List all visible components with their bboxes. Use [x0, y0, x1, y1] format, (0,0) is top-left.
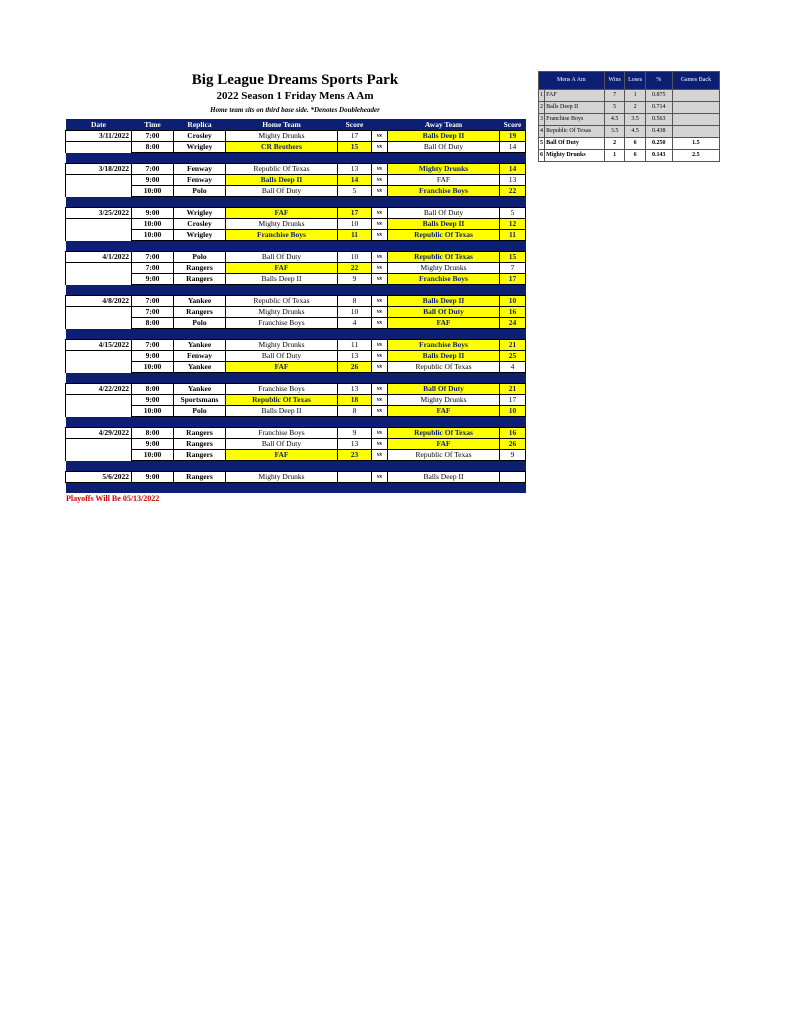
standings-wins: 1	[604, 150, 625, 162]
away-team: Balls Deep II	[388, 296, 500, 307]
home-score: 4	[338, 318, 372, 329]
away-score: 14	[500, 142, 526, 153]
col-replica-header: Replica	[174, 119, 226, 131]
game-replica-field: Rangers	[174, 450, 226, 461]
standings-games-back	[672, 114, 719, 126]
standings-wins: 7	[604, 90, 625, 102]
away-score: 17	[500, 395, 526, 406]
vs-label: vs	[372, 362, 388, 373]
standings-row	[539, 126, 720, 138]
home-score: 22	[338, 263, 372, 274]
week-separator-bar	[66, 373, 526, 384]
vs-label: vs	[372, 142, 388, 153]
away-score: 12	[500, 219, 526, 230]
home-team: FAF	[226, 263, 338, 274]
game-date	[66, 351, 132, 362]
home-team: Mighty Drunks	[226, 307, 338, 318]
away-team: Balls Deep II	[388, 472, 500, 483]
away-team: Republic Of Texas	[388, 428, 500, 439]
standings-row	[539, 102, 720, 114]
vs-label: vs	[372, 230, 388, 241]
week-separator	[66, 329, 526, 340]
game-time: 8:00	[132, 142, 174, 153]
game-date	[66, 175, 132, 186]
game-time: 7:00	[132, 164, 174, 175]
standings-pct: 0.438	[645, 126, 672, 138]
home-score: 14	[338, 175, 372, 186]
away-team: Balls Deep II	[388, 219, 500, 230]
week-separator	[66, 373, 526, 384]
standings-rank: 3	[539, 114, 545, 126]
vs-label: vs	[372, 395, 388, 406]
game-time: 8:00	[132, 384, 174, 395]
standings-wins-header: Wins	[604, 72, 625, 90]
home-team: Ball Of Duty	[226, 351, 338, 362]
game-date	[66, 230, 132, 241]
away-score: 26	[500, 439, 526, 450]
standings-team: FAF	[545, 90, 605, 102]
game-time: 9:00	[132, 274, 174, 285]
home-team: Ball Of Duty	[226, 439, 338, 450]
home-score: 10	[338, 252, 372, 263]
standings-pct: 0.714	[645, 102, 672, 114]
away-score: 13	[500, 175, 526, 186]
home-score: 13	[338, 439, 372, 450]
away-team: Balls Deep II	[388, 131, 500, 142]
away-score: 16	[500, 428, 526, 439]
game-row	[66, 395, 526, 406]
away-team: Ball Of Duty	[388, 208, 500, 219]
away-score: 5	[500, 208, 526, 219]
col-home-team-header: Home Team	[226, 119, 338, 131]
away-score: 15	[500, 252, 526, 263]
away-team: FAF	[388, 439, 500, 450]
away-score: 17	[500, 274, 526, 285]
game-time: 8:00	[132, 428, 174, 439]
game-time: 7:00	[132, 296, 174, 307]
game-replica-field: Rangers	[174, 472, 226, 483]
game-date	[66, 219, 132, 230]
vs-label: vs	[372, 164, 388, 175]
standings-team: Mighty Drunks	[545, 150, 605, 162]
game-replica-field: Yankee	[174, 362, 226, 373]
standings-division-header: Mens A Am	[539, 72, 605, 90]
game-time: 9:00	[132, 351, 174, 362]
game-date	[66, 439, 132, 450]
game-time: 9:00	[132, 395, 174, 406]
standings-pct: 0.143	[645, 150, 672, 162]
home-team: Republic Of Texas	[226, 164, 338, 175]
game-date	[66, 450, 132, 461]
game-time: 10:00	[132, 406, 174, 417]
home-team: Mighty Drunks	[226, 472, 338, 483]
game-time: 9:00	[132, 208, 174, 219]
home-score: 18	[338, 395, 372, 406]
home-team: CR Brothers	[226, 142, 338, 153]
game-replica-field: Rangers	[174, 263, 226, 274]
game-replica-field: Crosley	[174, 219, 226, 230]
home-score	[338, 472, 372, 483]
standings-games-back	[672, 126, 719, 138]
col-away-team-header: Away Team	[388, 119, 500, 131]
standings-team: Ball Of Duty	[545, 138, 605, 150]
game-date	[66, 186, 132, 197]
away-team: FAF	[388, 318, 500, 329]
game-replica-field: Crosley	[174, 131, 226, 142]
vs-label: vs	[372, 351, 388, 362]
game-replica-field: Rangers	[174, 274, 226, 285]
vs-label: vs	[372, 252, 388, 263]
game-date: 3/11/2022	[66, 131, 132, 142]
standings-pct: 0.875	[645, 90, 672, 102]
game-date: 4/8/2022	[66, 296, 132, 307]
vs-label: vs	[372, 175, 388, 186]
away-score	[500, 472, 526, 483]
away-score: 7	[500, 263, 526, 274]
home-score: 13	[338, 164, 372, 175]
standings-games-back: 2.5	[672, 150, 719, 162]
standings-pct: 0.563	[645, 114, 672, 126]
vs-label: vs	[372, 296, 388, 307]
game-date: 4/22/2022	[66, 384, 132, 395]
away-team: Republic Of Texas	[388, 450, 500, 461]
game-time: 9:00	[132, 472, 174, 483]
home-score: 13	[338, 384, 372, 395]
game-time: 7:00	[132, 340, 174, 351]
col-home-score-header: Score	[338, 119, 372, 131]
col-time-header: Time	[132, 119, 174, 131]
game-date	[66, 307, 132, 318]
game-replica-field: Polo	[174, 406, 226, 417]
game-date	[66, 318, 132, 329]
away-score: 21	[500, 384, 526, 395]
away-team: Franchise Boys	[388, 186, 500, 197]
game-replica-field: Wrigley	[174, 142, 226, 153]
home-team: Franchise Boys	[226, 318, 338, 329]
game-time: 9:00	[132, 175, 174, 186]
game-date: 3/18/2022	[66, 164, 132, 175]
home-score: 10	[338, 219, 372, 230]
game-row	[66, 219, 526, 230]
home-team: FAF	[226, 450, 338, 461]
vs-label: vs	[372, 131, 388, 142]
game-date: 4/29/2022	[66, 428, 132, 439]
week-separator-bar	[66, 285, 526, 296]
game-date	[66, 406, 132, 417]
game-row	[66, 406, 526, 417]
away-team: Franchise Boys	[388, 340, 500, 351]
home-team-note: Home team sits on third base side. *Denotes Doubleheader	[210, 106, 380, 114]
vs-label: vs	[372, 384, 388, 395]
standings-loses: 3.5	[625, 114, 646, 126]
standings-wins: 4.5	[604, 114, 625, 126]
schedule-footer-bar-cell	[66, 483, 526, 494]
standings-loses: 2	[625, 102, 646, 114]
away-team: Franchise Boys	[388, 274, 500, 285]
game-replica-field: Wrigley	[174, 230, 226, 241]
home-team: Franchise Boys	[226, 428, 338, 439]
home-score: 11	[338, 230, 372, 241]
away-team: Balls Deep II	[388, 351, 500, 362]
game-row	[66, 186, 526, 197]
standings-table	[538, 71, 720, 162]
week-separator-bar	[66, 461, 526, 472]
col-date-header: Date	[66, 119, 132, 131]
game-date: 4/15/2022	[66, 340, 132, 351]
game-replica-field: Yankee	[174, 384, 226, 395]
away-score: 9	[500, 450, 526, 461]
game-row	[66, 472, 526, 483]
away-score: 11	[500, 230, 526, 241]
home-score: 26	[338, 362, 372, 373]
home-score: 10	[338, 307, 372, 318]
away-score: 25	[500, 351, 526, 362]
week-separator-bar	[66, 153, 526, 164]
game-row	[66, 263, 526, 274]
away-score: 22	[500, 186, 526, 197]
game-row	[66, 340, 526, 351]
game-date	[66, 263, 132, 274]
game-time: 10:00	[132, 450, 174, 461]
vs-label: vs	[372, 208, 388, 219]
week-separator	[66, 285, 526, 296]
standings-pct-header: %	[645, 72, 672, 90]
home-team: Franchise Boys	[226, 230, 338, 241]
game-time: 7:00	[132, 131, 174, 142]
home-score: 9	[338, 428, 372, 439]
game-replica-field: Yankee	[174, 296, 226, 307]
away-team: Ball Of Duty	[388, 142, 500, 153]
standings-wins: 2	[604, 138, 625, 150]
away-score: 10	[500, 406, 526, 417]
standings-row	[539, 114, 720, 126]
away-score: 24	[500, 318, 526, 329]
game-replica-field: Rangers	[174, 307, 226, 318]
game-time: 7:00	[132, 307, 174, 318]
game-replica-field: Rangers	[174, 439, 226, 450]
away-team: Ball Of Duty	[388, 307, 500, 318]
home-score: 11	[338, 340, 372, 351]
schedule-header-row	[66, 119, 526, 131]
away-score: 19	[500, 131, 526, 142]
standings-row	[539, 150, 720, 162]
standings-games-back	[672, 90, 719, 102]
week-separator	[66, 241, 526, 252]
standings-header-row	[539, 72, 720, 90]
vs-label: vs	[372, 450, 388, 461]
game-row	[66, 439, 526, 450]
game-replica-field: Sportsmans	[174, 395, 226, 406]
week-separator	[66, 417, 526, 428]
week-separator-bar	[66, 417, 526, 428]
home-team: Republic Of Texas	[226, 395, 338, 406]
home-team: Mighty Drunks	[226, 131, 338, 142]
home-team: Republic Of Texas	[226, 296, 338, 307]
page-title: Big League Dreams Sports Park	[191, 72, 399, 88]
vs-label: vs	[372, 307, 388, 318]
standings-body	[539, 90, 720, 162]
game-time: 9:00	[132, 439, 174, 450]
game-row	[66, 164, 526, 175]
week-separator-bar	[66, 329, 526, 340]
standings-team: Franchise Boys	[545, 114, 605, 126]
game-row	[66, 450, 526, 461]
standings-loses: 4.5	[625, 126, 646, 138]
standings-loses: 6	[625, 150, 646, 162]
standings-loses-header: Loses	[625, 72, 646, 90]
standings-loses: 6	[625, 138, 646, 150]
game-time: 10:00	[132, 186, 174, 197]
home-score: 5	[338, 186, 372, 197]
game-row	[66, 351, 526, 362]
standings-rank: 6	[539, 150, 545, 162]
game-replica-field: Fenway	[174, 164, 226, 175]
vs-label: vs	[372, 428, 388, 439]
home-score: 8	[338, 406, 372, 417]
game-replica-field: Polo	[174, 186, 226, 197]
vs-label: vs	[372, 472, 388, 483]
home-score: 17	[338, 131, 372, 142]
home-team: Mighty Drunks	[226, 219, 338, 230]
game-time: 10:00	[132, 362, 174, 373]
game-replica-field: Fenway	[174, 351, 226, 362]
home-team: Balls Deep II	[226, 406, 338, 417]
away-score: 16	[500, 307, 526, 318]
schedule-table	[65, 119, 526, 493]
game-date: 3/25/2022	[66, 208, 132, 219]
home-score: 8	[338, 296, 372, 307]
standings-loses: 1	[625, 90, 646, 102]
home-score: 15	[338, 142, 372, 153]
game-row	[66, 131, 526, 142]
col-away-score-header: Score	[500, 119, 526, 131]
away-team: Mighty Drunks	[388, 164, 500, 175]
standings-team: Balls Deep II	[545, 102, 605, 114]
game-time: 7:00	[132, 263, 174, 274]
home-team: Ball Of Duty	[226, 186, 338, 197]
home-team: Balls Deep II	[226, 274, 338, 285]
standings-gb-header: Games Back	[672, 72, 719, 90]
game-replica-field: Yankee	[174, 340, 226, 351]
game-replica-field: Wrigley	[174, 208, 226, 219]
game-time: 8:00	[132, 318, 174, 329]
standings-rank: 1	[539, 90, 545, 102]
standings-rank: 4	[539, 126, 545, 138]
home-team: Ball Of Duty	[226, 252, 338, 263]
away-score: 21	[500, 340, 526, 351]
standings-row	[539, 90, 720, 102]
game-date: 5/6/2022	[66, 472, 132, 483]
home-score: 13	[338, 351, 372, 362]
away-team: FAF	[388, 175, 500, 186]
away-team: Republic Of Texas	[388, 252, 500, 263]
standings-games-back	[672, 102, 719, 114]
game-time: 10:00	[132, 219, 174, 230]
col-vs-header	[372, 119, 388, 131]
standings-rank: 5	[539, 138, 545, 150]
week-separator-bar	[66, 241, 526, 252]
home-team: FAF	[226, 208, 338, 219]
game-row	[66, 384, 526, 395]
week-separator-bar	[66, 197, 526, 208]
game-date	[66, 362, 132, 373]
away-score: 4	[500, 362, 526, 373]
game-row	[66, 307, 526, 318]
game-date	[66, 274, 132, 285]
standings-pct: 0.250	[645, 138, 672, 150]
game-replica-field: Rangers	[174, 428, 226, 439]
standings-games-back: 1.5	[672, 138, 719, 150]
week-separator	[66, 153, 526, 164]
home-score: 23	[338, 450, 372, 461]
standings-wins: 5	[604, 102, 625, 114]
game-time: 7:00	[132, 252, 174, 263]
game-replica-field: Polo	[174, 318, 226, 329]
vs-label: vs	[372, 340, 388, 351]
playoffs-notice: Playoffs Will Be 05/13/2022	[66, 494, 160, 503]
away-team: Republic Of Texas	[388, 230, 500, 241]
away-team: Republic Of Texas	[388, 362, 500, 373]
schedule-body	[66, 131, 526, 494]
game-time: 10:00	[132, 230, 174, 241]
away-score: 10	[500, 296, 526, 307]
home-score: 17	[338, 208, 372, 219]
schedule-footer-bar	[66, 483, 526, 494]
home-team: Balls Deep II	[226, 175, 338, 186]
vs-label: vs	[372, 263, 388, 274]
home-team: Franchise Boys	[226, 384, 338, 395]
home-score: 9	[338, 274, 372, 285]
standings-team: Republic Of Texas	[545, 126, 605, 138]
standings-wins: 3.5	[604, 126, 625, 138]
away-team: Mighty Drunks	[388, 263, 500, 274]
game-replica-field: Fenway	[174, 175, 226, 186]
game-date: 4/1/2022	[66, 252, 132, 263]
vs-label: vs	[372, 439, 388, 450]
game-row	[66, 230, 526, 241]
away-team: Mighty Drunks	[388, 395, 500, 406]
game-date	[66, 142, 132, 153]
home-team: Mighty Drunks	[226, 340, 338, 351]
vs-label: vs	[372, 186, 388, 197]
vs-label: vs	[372, 318, 388, 329]
game-row	[66, 175, 526, 186]
vs-label: vs	[372, 406, 388, 417]
game-row	[66, 318, 526, 329]
game-row	[66, 208, 526, 219]
week-separator	[66, 197, 526, 208]
game-row	[66, 362, 526, 373]
away-team: Ball Of Duty	[388, 384, 500, 395]
game-replica-field: Polo	[174, 252, 226, 263]
game-row	[66, 142, 526, 153]
standings-rank: 2	[539, 102, 545, 114]
vs-label: vs	[372, 274, 388, 285]
game-row	[66, 274, 526, 285]
home-team: FAF	[226, 362, 338, 373]
season-subtitle: 2022 Season 1 Friday Mens A Am	[216, 90, 374, 102]
game-row	[66, 252, 526, 263]
standings-row	[539, 138, 720, 150]
away-team: FAF	[388, 406, 500, 417]
game-date	[66, 395, 132, 406]
game-row	[66, 428, 526, 439]
away-score: 14	[500, 164, 526, 175]
game-row	[66, 296, 526, 307]
week-separator	[66, 461, 526, 472]
vs-label: vs	[372, 219, 388, 230]
